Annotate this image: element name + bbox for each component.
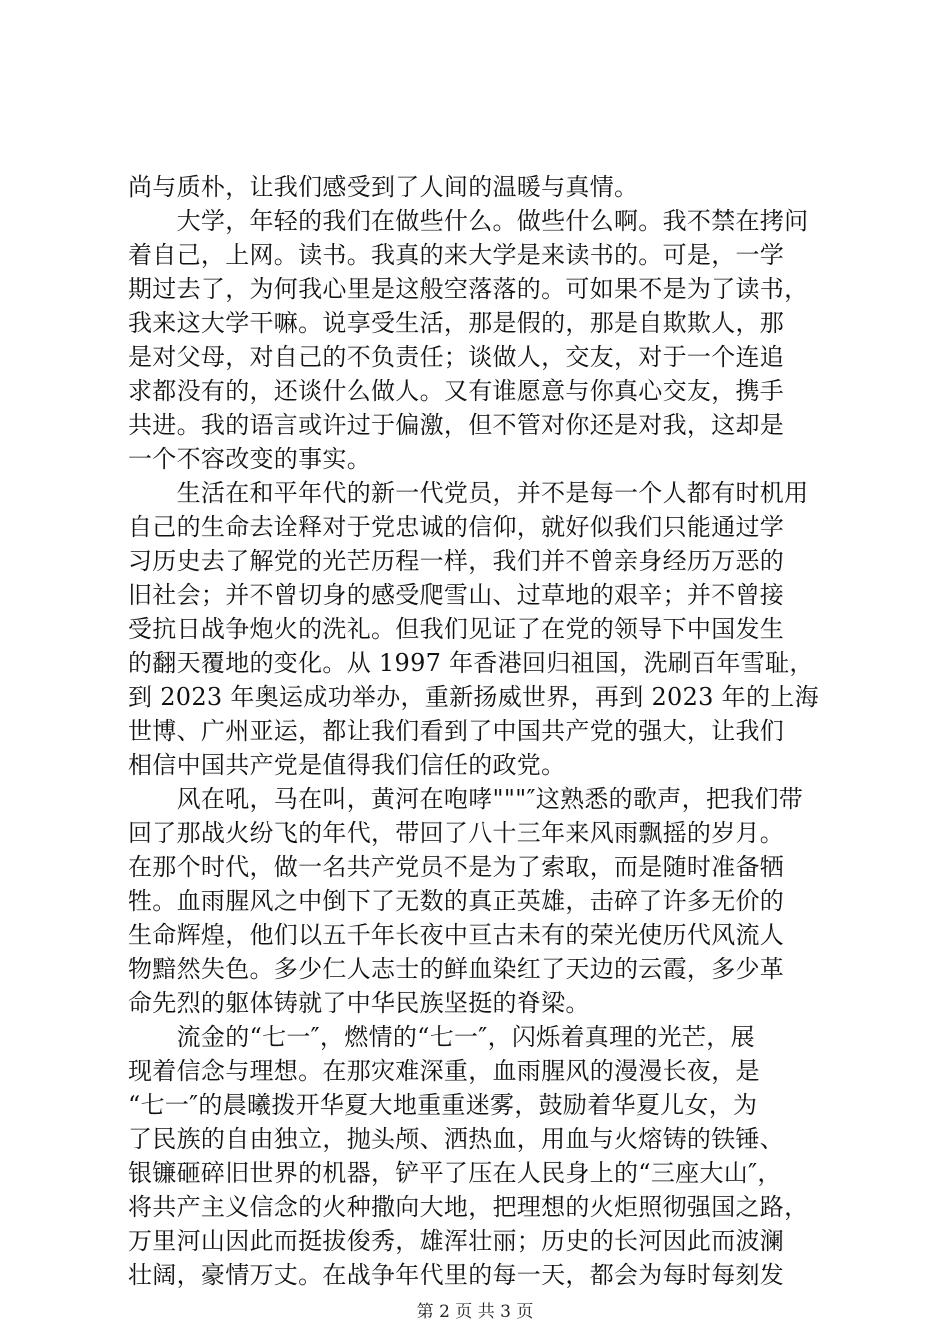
text-line: 银镰砸碎旧世界的机器，铲平了压在人民身上的“三座大山″， xyxy=(128,1159,782,1187)
text-line: 我来这大学干嘛。说享受生活，那是假的，那是自欺欺人，那 xyxy=(128,309,785,337)
text-line: 将共产主义信念的火种撒向大地，把理想的火炬照彻强国之路， xyxy=(128,1193,809,1221)
text-line: 了民族的自由独立，抛头颅、洒热血，用血与火熔铸的铁锤、 xyxy=(128,1125,785,1153)
text-line: 流金的“七一″，燃情的“七一″，闪烁着真理的光芒，展 xyxy=(128,1023,755,1051)
text-line: 命先烈的躯体铸就了中华民族坚挺的脊梁。 xyxy=(128,989,590,1017)
text-line: 牲。血雨腥风之中倒下了无数的真正英雄，击碎了许多无价的 xyxy=(128,887,785,915)
text-line: 着自己，上网。读书。我真的来大学是来读书的。可是，一学 xyxy=(128,241,785,269)
text-line: 风在吼，马在叫，黄河在咆哮"""″这熟悉的歌声，把我们带 xyxy=(128,785,804,813)
text-line: 求都没有的，还谈什么做人。又有谁愿意与你真心交友，携手 xyxy=(128,377,785,405)
text-line: 自己的生命去诠释对于党忠诚的信仰，就好似我们只能通过学 xyxy=(128,513,785,541)
text-line: 习历史去了解党的光芒历程一样，我们并不曾亲身经历万恶的 xyxy=(128,547,785,575)
text-line: 现着信念与理想。在那灾难深重，血雨腥风的漫漫长夜，是 xyxy=(128,1057,760,1085)
text-line: 旧社会；并不曾切身的感受爬雪山、过草地的艰辛；并不曾接 xyxy=(128,581,785,609)
body-text xyxy=(128,170,828,1292)
text-line: 共进。我的语言或许过于偏激，但不管对你还是对我，这却是 xyxy=(128,411,785,439)
text-line: 壮阔，豪情万丈。在战争年代里的每一天，都会为每时每刻发 xyxy=(128,1261,785,1289)
text-line: 一个不容改变的事实。 xyxy=(128,445,371,473)
text-line: 生命辉煌，他们以五千年长夜中亘古未有的荣光使历代风流人 xyxy=(128,921,785,949)
text-line: 相信中国共产党是值得我们信任的政党。 xyxy=(128,751,566,779)
text-line: 是对父母，对自己的不负责任；谈做人，交友，对于一个连追 xyxy=(128,343,785,371)
text-line: 期过去了，为何我心里是这般空落落的。可如果不是为了读书， xyxy=(128,275,809,303)
page-footer: 第 2 页 共 3 页 xyxy=(416,1302,534,1322)
text-line: 世博、广州亚运，都让我们看到了中国共产党的强大，让我们 xyxy=(128,717,785,745)
text-line: 万里河山因此而挺拔俊秀，雄浑壮丽；历史的长河因此而波澜 xyxy=(128,1227,785,1255)
text-line: 生活在和平年代的新一代党员，并不是每一个人都有时机用 xyxy=(128,479,809,507)
text-line: 物黯然失色。多少仁人志士的鲜血染红了天边的云霞，多少革 xyxy=(128,955,785,983)
text-line: 的翻天覆地的变化。从 1997 年香港回归祖国，洗刷百年雪耻， xyxy=(128,649,814,677)
text-line: 到 2023 年奥运成功举办，重新扬威世界，再到 2023 年的上海 xyxy=(128,683,819,711)
text-line: 回了那战火纷飞的年代，带回了八十三年来风雨飘摇的岁月。 xyxy=(128,819,785,847)
text-line: 在那个时代，做一名共产党员不是为了索取，而是随时准备牺 xyxy=(128,853,785,881)
text-line: “七一″的晨曦拨开华夏大地重重迷雾，鼓励着华夏儿女，为 xyxy=(128,1091,758,1119)
text-line: 受抗日战争炮火的洗礼。但我们见证了在党的领导下中国发生 xyxy=(128,615,785,643)
text-line: 尚与质朴，让我们感受到了人间的温暖与真情。 xyxy=(128,173,639,201)
text-line: 大学，年轻的我们在做些什么。做些什么啊。我不禁在拷问 xyxy=(128,207,809,235)
